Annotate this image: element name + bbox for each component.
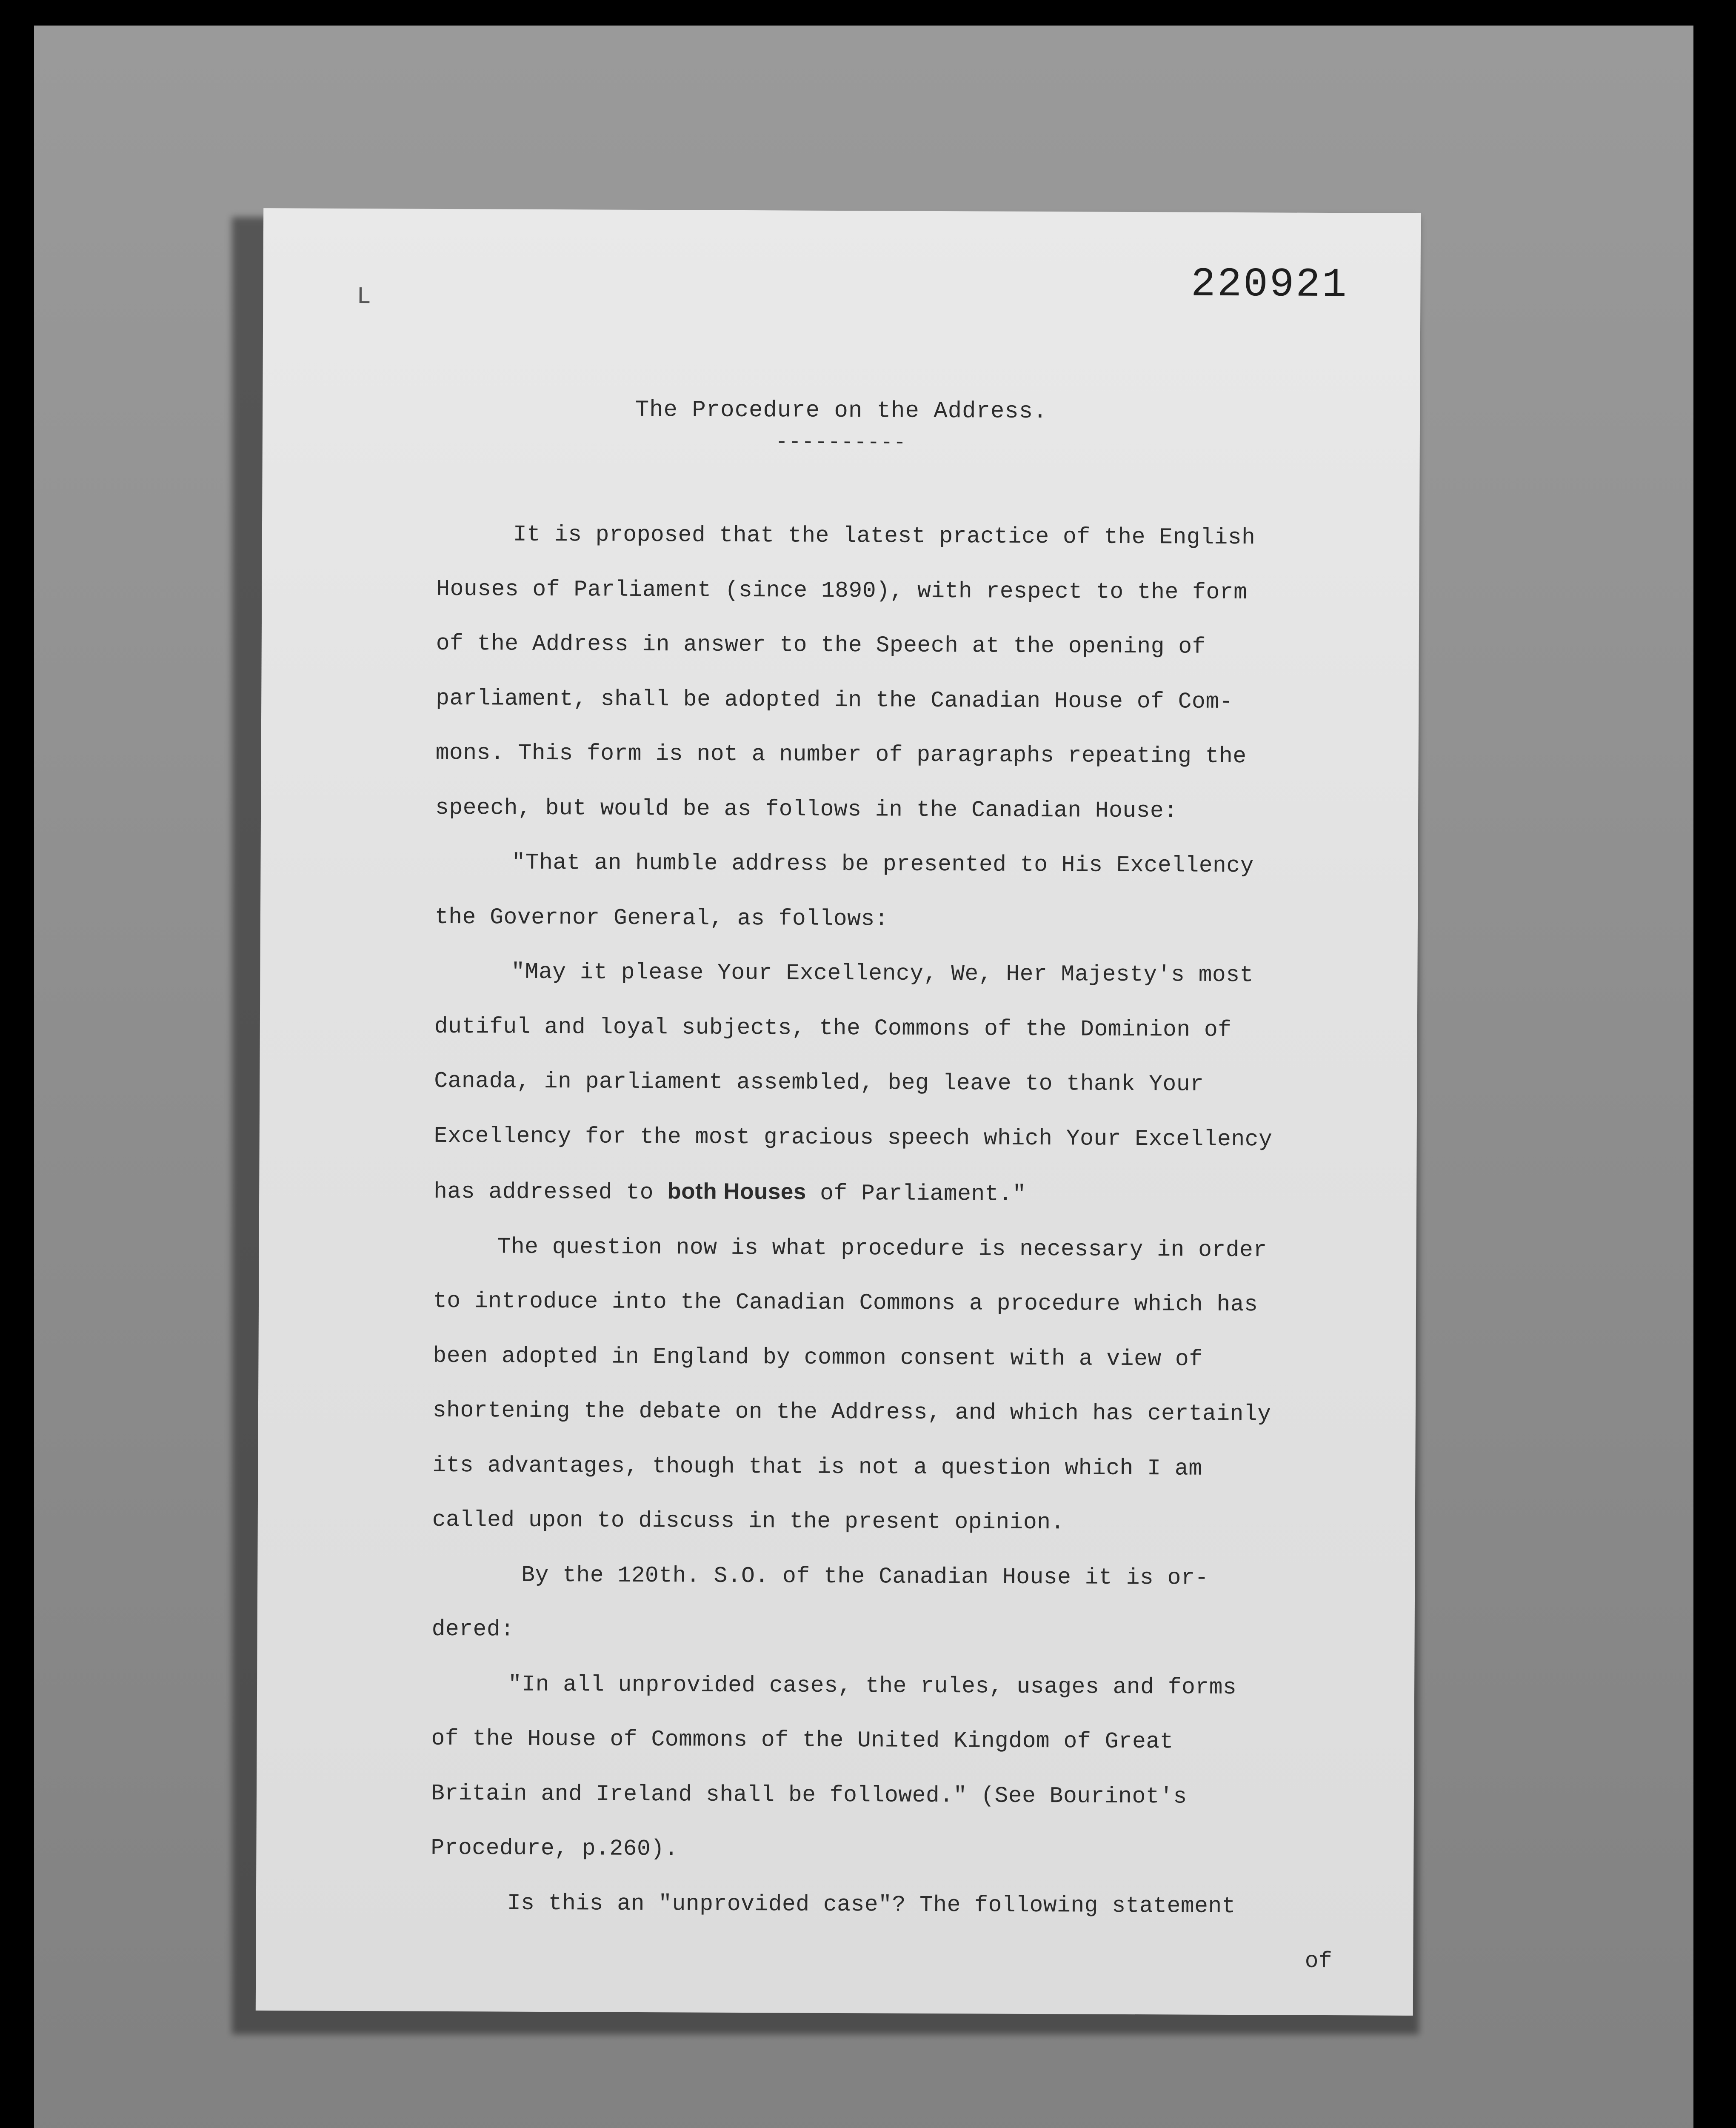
text-line: its advantages, though that is not a question which I am xyxy=(432,1452,1202,1482)
text-line: Is this an "unprovided case"? The following statement xyxy=(507,1890,1236,1919)
text-line: dered: xyxy=(431,1616,514,1642)
document-body xyxy=(430,507,1356,1989)
text-line: the Governor General, as follows: xyxy=(434,904,889,932)
text-line: been adopted in England by common consent with a view of xyxy=(433,1343,1203,1372)
text-line: speech, but would be as follows in the Canadian House: xyxy=(435,795,1178,824)
text-line: "In all unprovided cases, the rules, usages and forms xyxy=(508,1671,1237,1700)
text-line: of the Address in answer to the Speech at the opening of xyxy=(436,630,1206,660)
text-line: mons. This form is not a number of paragraphs repeating the xyxy=(435,740,1247,769)
text-line-with-insertion xyxy=(434,1163,1353,1223)
text-line: Excellency for the most gracious speech which Your Excellency xyxy=(434,1123,1273,1152)
text-line: Canada, in parliament assembled, beg leave to thank Your xyxy=(434,1068,1204,1097)
text-line: By the 120th. S.O. of the Canadian House it is or- xyxy=(521,1562,1209,1591)
text-line: The question now is what procedure is necessary in order xyxy=(497,1234,1267,1263)
text-line: Houses of Parliament (since 1890), with respect to the form xyxy=(436,576,1248,605)
text-line: Procedure, p.260). xyxy=(431,1835,679,1862)
text-line: parliament, shall be adopted in the Canadian House of Com- xyxy=(436,685,1233,715)
text-line: "May it please Your Excellency, We, Her Majesty's most xyxy=(511,959,1254,988)
page-number: 220921 xyxy=(1191,261,1348,309)
text-line: shortening the debate on the Address, and which has certainly xyxy=(432,1397,1271,1427)
text-line: Britain and Ireland shall be followed." (See Bourinot's xyxy=(431,1780,1187,1810)
title-underline: ---------- xyxy=(775,431,907,455)
text-fragment: of Parliament." xyxy=(820,1180,1026,1207)
text-line: of the House of Commons of the United Kingdom of Great xyxy=(431,1725,1174,1755)
text-line: dutiful and loyal subjects, the Commons of the Dominion of xyxy=(434,1013,1232,1043)
text-line: It is proposed that the latest practice of the English xyxy=(513,521,1256,551)
text-fragment: has addressed to xyxy=(434,1178,654,1206)
corner-mark: L xyxy=(357,283,371,311)
text-line: "That an humble address be presented to His Excellency xyxy=(511,849,1254,879)
document-page xyxy=(256,208,1421,2016)
catchword: of xyxy=(1305,1948,1333,1974)
inserted-words: both Houses xyxy=(667,1178,806,1204)
text-line: to introduce into the Canadian Commons a procedure which has xyxy=(433,1288,1258,1318)
text-line: called upon to discuss in the present opinion. xyxy=(432,1507,1065,1536)
document-title: The Procedure on the Address. xyxy=(635,397,1048,425)
